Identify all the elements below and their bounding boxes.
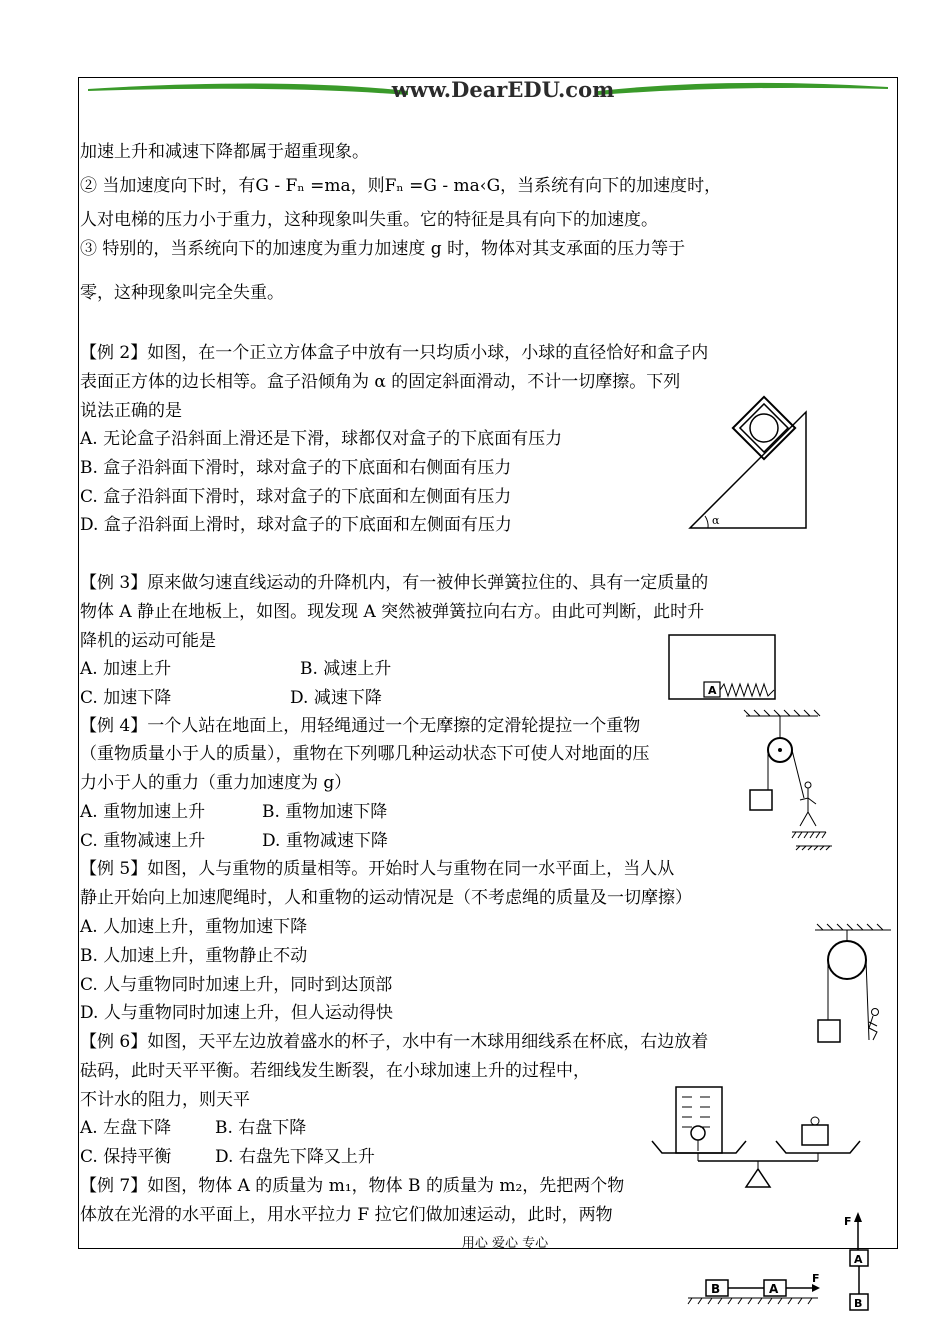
text-line: C. 加速下降 <box>80 688 172 708</box>
text-line: 加速上升和减速下降都属于超重现象。 <box>80 142 369 162</box>
elevator-spring-figure <box>668 634 778 702</box>
text-line: A. 加速上升 <box>80 659 172 679</box>
block-a-label: A <box>708 684 717 697</box>
footer-text: 用心 爱心 专心 <box>461 1236 549 1251</box>
text-line: D. 右盘先下降又上升 <box>215 1147 375 1167</box>
text-line: 力小于人的重力（重力加速度为 g） <box>80 773 352 793</box>
pulley-person-figure <box>742 708 832 850</box>
text-line: 物体 A 静止在地板上，如图。现发现 A 突然被弹簧拉向右方。由此可判断，此时升 <box>80 602 705 622</box>
text-line: ③ 特别的，当系统向下的加速度为重力加速度 g 时，物体对其支承面的压力等于 <box>80 239 686 259</box>
angle-label: α <box>712 514 720 527</box>
vertical-blocks-figure <box>842 1210 878 1316</box>
text-line: C. 重物减速上升 <box>80 831 206 851</box>
text-line: B. 盒子沿斜面下滑时，球对盒子的下底面和右侧面有压力 <box>80 458 512 478</box>
text-line: D. 人与重物同时加速上升，但人运动得快 <box>80 1003 393 1023</box>
text-line: 说法正确的是 <box>80 401 182 421</box>
block-b-label: B <box>711 1282 721 1296</box>
text-line: 【例 3】原来做匀速直线运动的升降机内，有一被伸长弹簧拉住的、具有一定质量的 <box>80 573 709 593</box>
banner-url: www.DearEDU.com <box>391 77 615 102</box>
text-line: 降机的运动可能是 <box>80 631 216 651</box>
text-line: 零，这种现象叫完全失重。 <box>80 283 284 303</box>
block-a-label: A <box>854 1253 863 1266</box>
text-line: C. 盒子沿斜面下滑时，球对盒子的下底面和左侧面有压力 <box>80 487 512 507</box>
text-line: 【例 5】如图，人与重物的质量相等。开始时人与重物在同一水平面上，当人从 <box>80 859 675 879</box>
text-line: A. 无论盒子沿斜面上滑还是下滑，球都仅对盒子的下底面有压力 <box>80 429 563 449</box>
text-line: A. 重物加速上升 <box>80 802 206 822</box>
text-line: D. 减速下降 <box>290 688 382 708</box>
text-line: 体放在光滑的水平面上，用水平拉力 F 拉它们做加速运动，此时，两物 <box>80 1205 613 1225</box>
block-a-label: A <box>769 1282 779 1296</box>
text-line: C. 人与重物同时加速上升，同时到达顶部 <box>80 975 393 995</box>
text-line: （重物质量小于人的质量），重物在下列哪几种运动状态下可使人对地面的压 <box>80 744 650 764</box>
text-line: 表面正方体的边长相等。盒子沿倾角为 α 的固定斜面滑动，不计一切摩擦。下列 <box>80 372 681 392</box>
text-line: D. 盒子沿斜面上滑时，球对盒子的下底面和左侧面有压力 <box>80 515 512 535</box>
horizontal-blocks-figure <box>688 1272 828 1310</box>
force-label: F <box>844 1215 852 1228</box>
text-line: B. 人加速上升，重物静止不动 <box>80 946 308 966</box>
text-line: C. 保持平衡 <box>80 1147 172 1167</box>
text-line: 砝码，此时天平平衡。若细线发生断裂，在小球加速上升的过程中， <box>80 1061 590 1081</box>
text-line: ② 当加速度向下时，有G - Fₙ =ma，则Fₙ =G - ma‹G，当系统有向下的加速度时， <box>80 176 722 196</box>
incline-box-figure <box>688 408 810 532</box>
text-line: B. 减速上升 <box>300 659 392 679</box>
text-line: 【例 2】如图，在一个正立方体盒子中放有一只均质小球，小球的直径恰好和盒子内 <box>80 343 709 363</box>
text-line: A. 人加速上升，重物加速下降 <box>80 917 308 937</box>
text-line: 静止开始向上加速爬绳时，人和重物的运动情况是（不考虑绳的质量及一切摩擦） <box>80 888 692 908</box>
text-line: 人对电梯的压力小于重力，这种现象叫失重。它的特征是具有向下的加速度。 <box>80 210 658 230</box>
page-footer <box>0 1232 950 1251</box>
balance-figure <box>650 1085 870 1193</box>
text-line: A. 左盘下降 <box>80 1118 172 1138</box>
text-line: D. 重物减速下降 <box>262 831 388 851</box>
block-b-label: B <box>854 1297 863 1310</box>
banner-logo <box>78 77 898 107</box>
text-line: 不计水的阻力，则天平 <box>80 1090 250 1110</box>
force-label: F <box>812 1272 820 1285</box>
rope-climb-figure <box>813 922 893 1052</box>
text-line: 【例 6】如图，天平左边放着盛水的杯子，水中有一木球用细线系在杯底，右边放着 <box>80 1032 709 1052</box>
text-line: 【例 4】一个人站在地面上，用轻绳通过一个无摩擦的定滑轮提拉一个重物 <box>80 716 641 736</box>
text-line: B. 右盘下降 <box>215 1118 307 1138</box>
text-line: 【例 7】如图，物体 A 的质量为 m₁，物体 B 的质量为 m₂，先把两个物 <box>80 1176 625 1196</box>
text-line: B. 重物加速下降 <box>262 802 388 822</box>
